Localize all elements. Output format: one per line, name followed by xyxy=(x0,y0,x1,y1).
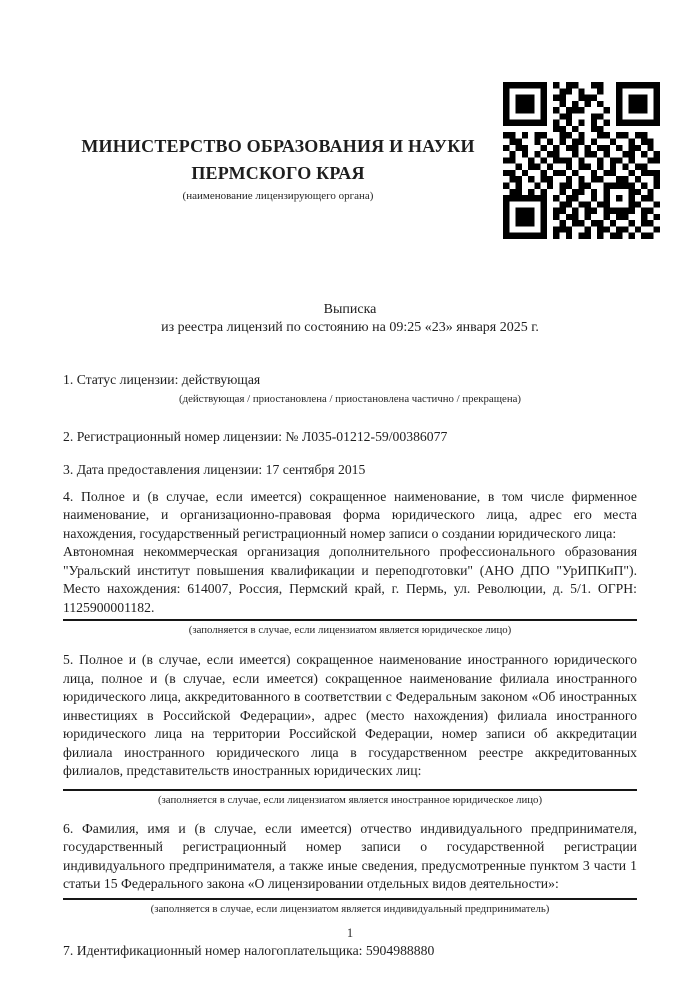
ministry-name-line2: ПЕРМСКОГО КРАЯ xyxy=(191,163,365,183)
legal-entity-value: Автономная некоммерческая организация дополнительного профессионального образования "Уральский институт повышения квалификации и переподготовки" (АНО ДПО "УрИПКиП"). Место нахождения: 614007, Россия, Пермский край, г. Пермь, ул. Революции, д. 5/1. ОГРН: 1125900001182. xyxy=(63,544,637,615)
legal-entity-label: 4. Полное и (в случае, если имеется) сокращенное наименование, в том числе фирменное наименование, и организационно-правовая форма юридического лица, адрес его места нахождения, государственный регистрационный номер записи о создании юридического лица: xyxy=(63,488,637,541)
page-number: 1 xyxy=(346,926,354,940)
legal-entity-underline xyxy=(63,619,637,621)
license-status-item: 1. Статус лицензии: действующая xyxy=(63,372,261,387)
ministry-caption: (наименование лицензирующего органа) xyxy=(182,190,374,202)
license-date-item: 3. Дата предоставления лицензии: 17 сентября 2015 xyxy=(63,462,366,477)
license-status-options-note: (действующая / приостановлена / приостановлена частично / прекращена) xyxy=(179,392,521,405)
registration-number-item: 2. Регистрационный номер лицензии: № Л035-01212-59/00386077 xyxy=(63,428,448,444)
foreign-entity-label: 5. Полное и (в случае, если имеется) сокращенное наименование иностранного юридического лица, полное и (в случае, если имеется) сокращенное наименование филиала иностранного юридического лица, аккредитованного в соответствии с Федеральным законом «Об иностранных инвестициях в Российской Федерации», адрес (место нахождения) филиала иностранного юридического лица на территории Российской Федерации, номер записи об аккредитации филиала иностранного юридического лица в государственном реестре аккредитованных филиалов, представительств иностранных юридических лиц: xyxy=(63,652,637,778)
ministry-name-line1: МИНИСТЕРСТВО ОБРАЗОВАНИЯ И НАУКИ xyxy=(81,136,475,156)
entrepreneur-label: 6. Фамилия, имя и (в случае, если имеется) отчество индивидуального предпринимателя, государственный регистрационный номер записи о государственной регистрации индивидуального предпринимателя, а также иные сведения, предусмотренные пунктом 3 части 1 статьи 15 Федерального закона «О лицензировании отдельных видов деятельности»: xyxy=(63,820,637,891)
entrepreneur-blank-line xyxy=(63,898,637,900)
entrepreneur-note: (заполняется в случае, если лицензиатом является индивидуальный предприниматель) xyxy=(150,902,550,915)
document-body xyxy=(63,0,637,960)
extract-title: Выписка xyxy=(323,302,377,317)
extract-subtitle: из реестра лицензий по состоянию на 09:25 «23» января 2025 г. xyxy=(161,320,539,335)
taxpayer-number-item: 7. Идентификационный номер налогоплательщика: 5904988880 xyxy=(63,942,435,958)
extract-title-block xyxy=(63,301,637,337)
legal-entity-note: (заполняется в случае, если лицензиатом является юридическое лицо) xyxy=(188,624,512,636)
foreign-entity-blank-line xyxy=(63,789,637,791)
foreign-entity-note: (заполняется в случае, если лицензиатом является иностранное юридическое лицо) xyxy=(157,793,543,806)
